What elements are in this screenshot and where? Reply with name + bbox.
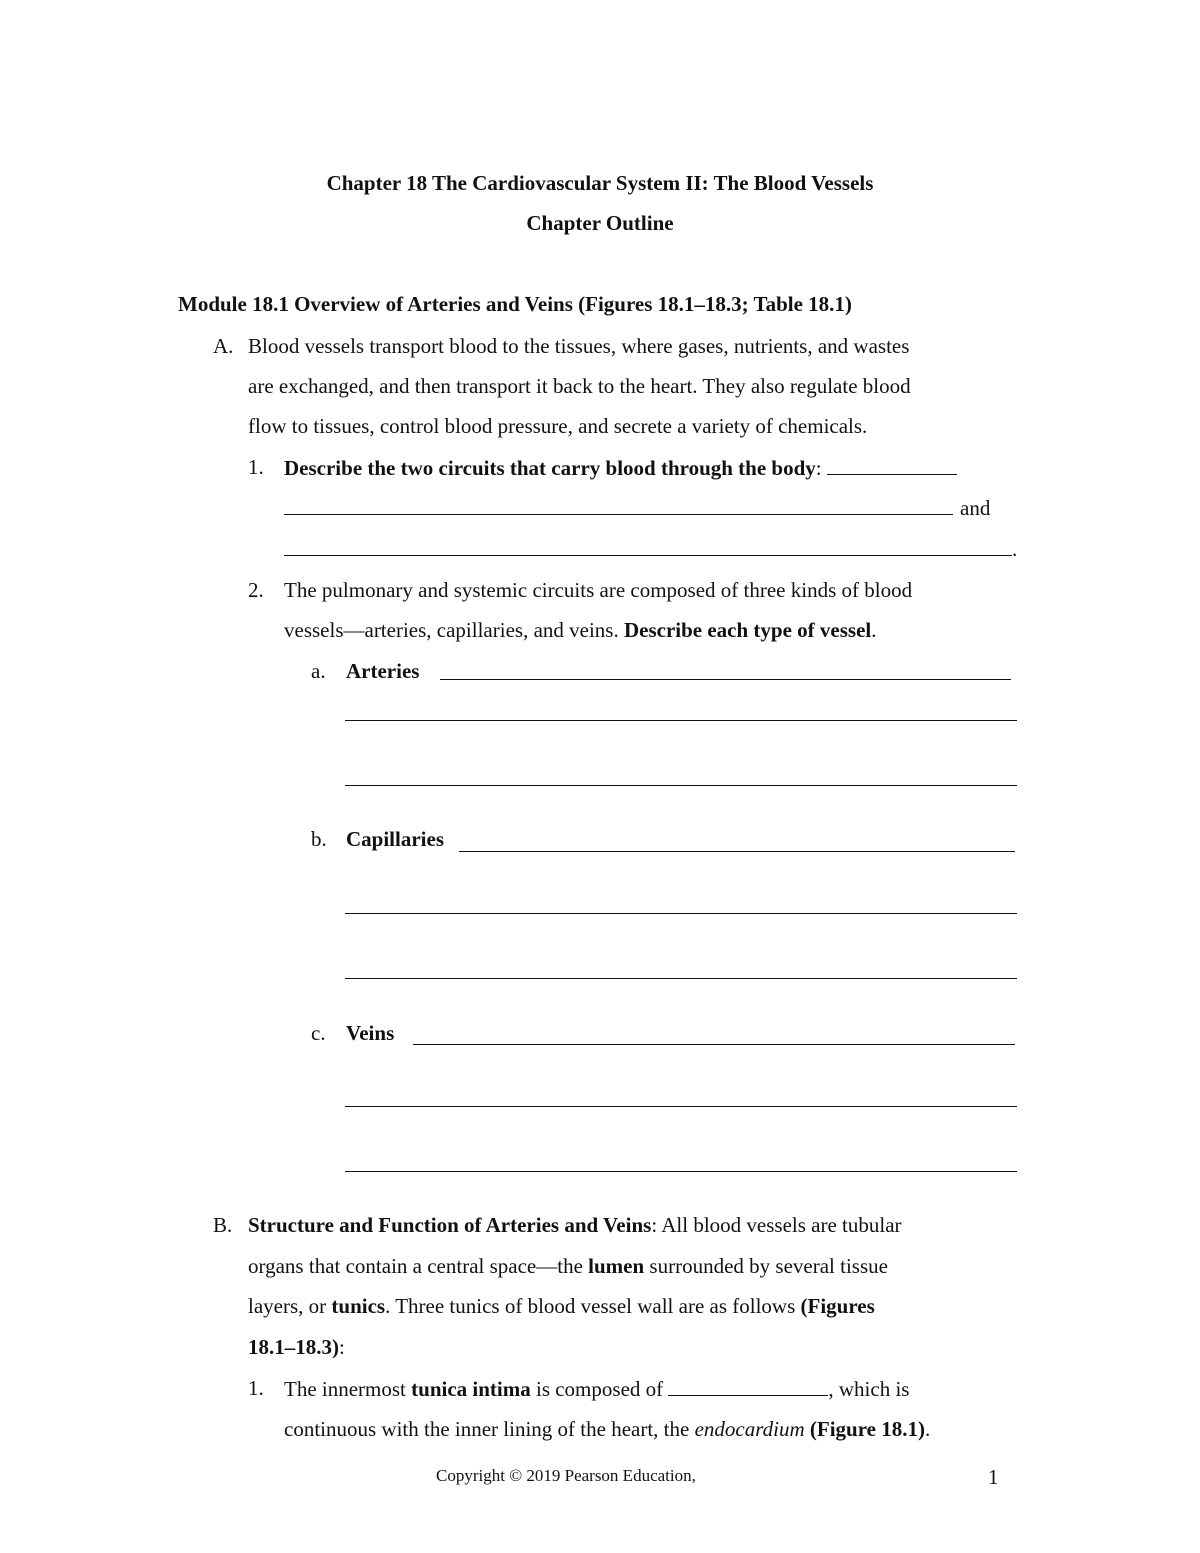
subitem-b-marker: b. [311,827,327,851]
page-title: Chapter 18 The Cardiovascular System II: The Blood Vessels [326,171,874,195]
section-a-line-3: flow to tissues, control blood pressure, and secrete a variety of chemicals. [248,414,868,438]
item-2-line-1: The pulmonary and systemic circuits are composed of three kinds of blood [284,578,913,602]
subitem-capillaries-label: Capillaries [346,827,444,851]
answer-line[interactable] [459,851,1015,852]
module-heading: Module 18.1 Overview of Arteries and Veins (Figures 18.1–18.3; Table 18.1) [178,292,852,316]
section-b-line-4: 18.1–18.3): [248,1335,345,1359]
b-item-1-line-2: continuous with the inner lining of the heart, the endocardium (Figure 18.1). [284,1417,931,1441]
answer-line[interactable] [284,555,1012,556]
item-2-line-2: vessels—arteries, capillaries, and veins. Describe each type of vessel. [284,618,877,642]
section-b-line-3: layers, or tunics. Three tunics of blood vessel wall are as follows (Figures [248,1294,875,1318]
page-subtitle: Chapter Outline [526,211,674,235]
answer-line[interactable] [345,978,1017,979]
subitem-a-marker: a. [311,659,326,683]
section-a-line-2: are exchanged, and then transport it back to the heart. They also regulate blood [248,374,911,398]
b-item-1-line-1: The innermost tunica intima is composed of , which is [284,1377,910,1401]
period: . [1012,537,1018,561]
answer-line[interactable] [345,720,1017,721]
page-number: 1 [988,1465,999,1489]
item-1-marker: 1. [248,455,264,479]
item-2-marker: 2. [248,578,264,602]
answer-blank[interactable] [827,455,957,475]
answer-line[interactable] [345,913,1017,914]
answer-blank[interactable] [668,1376,828,1396]
copyright: Copyright © 2019 Pearson Education, [436,1466,696,1485]
section-b-line-2: organs that contain a central space—the lumen surrounded by several tissue [248,1254,888,1278]
answer-line[interactable] [345,1171,1017,1172]
and-word: and [960,496,991,520]
answer-line[interactable] [413,1044,1015,1045]
answer-line[interactable] [345,1106,1017,1107]
b-item-1-marker: 1. [248,1376,264,1400]
answer-line[interactable] [284,514,953,515]
answer-line[interactable] [345,785,1017,786]
subitem-c-marker: c. [311,1021,326,1045]
item-1-prompt: Describe the two circuits that carry blood through the body: [284,455,957,481]
section-a-line-1: Blood vessels transport blood to the tissues, where gases, nutrients, and wastes [248,334,910,358]
answer-line[interactable] [440,679,1011,680]
subitem-arteries-label: Arteries [346,659,420,683]
section-a-marker: A. [213,334,234,358]
section-b-line-1: Structure and Function of Arteries and Veins: All blood vessels are tubular [248,1213,902,1237]
subitem-veins-label: Veins [346,1021,395,1045]
section-b-marker: B. [213,1213,233,1237]
